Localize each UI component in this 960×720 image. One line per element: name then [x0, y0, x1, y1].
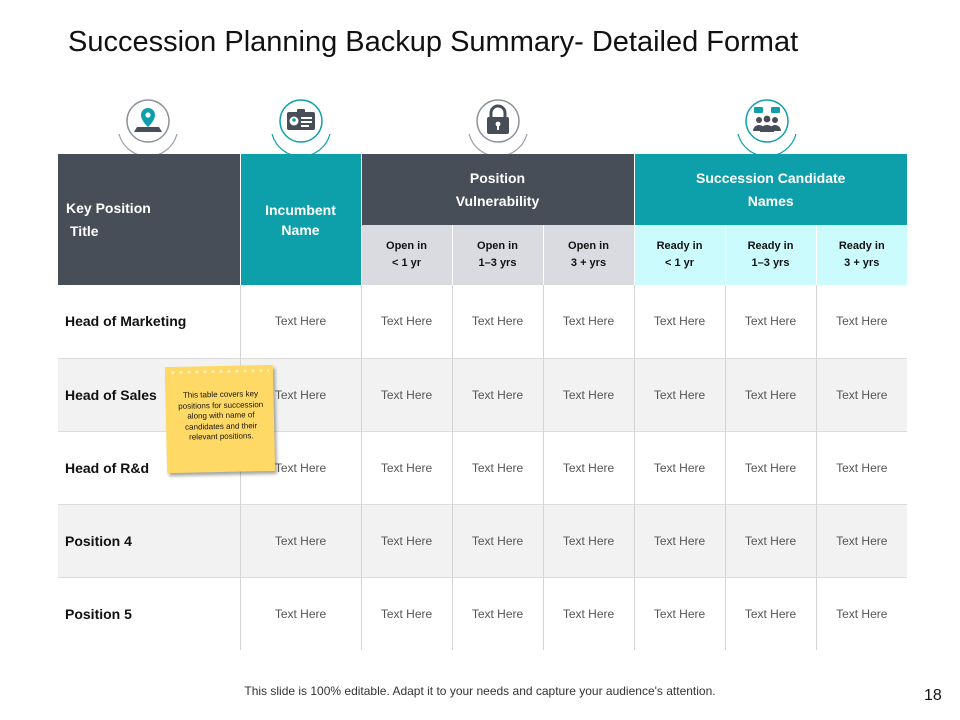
header-vulnerability-line1: Position: [469, 169, 526, 186]
table-cell: Text Here: [452, 504, 543, 577]
header-incumbent: [240, 154, 361, 285]
table-row: [58, 285, 907, 358]
header-key-position-line2: Title: [70, 222, 99, 239]
page-title: Succession Planning Backup Summary- Detailed Format: [68, 26, 799, 58]
table-cell: Text Here: [634, 577, 725, 650]
subheader-line: Open in: [477, 240, 518, 252]
header-vulnerability-line2: Vulnerability: [455, 192, 540, 209]
table-cell: Text Here: [725, 285, 816, 358]
table-cell: Text Here: [240, 285, 361, 358]
table-row: [58, 504, 907, 577]
table-cell: Text Here: [816, 504, 907, 577]
table-cell: Text Here: [543, 358, 634, 431]
header-incumbent-line2: Name: [281, 221, 320, 238]
subheader-line: Open in: [568, 240, 609, 252]
location-pin-icon: [113, 94, 183, 158]
header-candidates: [634, 154, 907, 225]
table-cell: Text Here: [816, 431, 907, 504]
table-cell: Text Here: [240, 577, 361, 650]
table-cell: Text Here: [240, 358, 361, 431]
subheader-open-1to3: [452, 225, 543, 285]
table-cell: Text Here: [543, 504, 634, 577]
table-cell: Text Here: [361, 285, 452, 358]
table-cell: Text Here: [240, 504, 361, 577]
team-chat-icon: [732, 94, 802, 158]
header-key-position: [58, 154, 240, 285]
subheader-line: < 1 yr: [391, 257, 422, 269]
table-cell: Text Here: [543, 285, 634, 358]
table-cell: Text Here: [452, 358, 543, 431]
table-cell: Text Here: [452, 431, 543, 504]
footer-text: This slide is 100% editable. Adapt it to your needs and capture your audience's attention.: [244, 684, 716, 698]
sticky-note-perforation: [169, 368, 269, 375]
header-incumbent-line1: Incumbent: [265, 201, 336, 218]
subheader-line: Ready in: [838, 240, 885, 252]
table-cell: Text Here: [361, 577, 452, 650]
table-cell: Text Here: [240, 431, 361, 504]
row-position-title: Head of Sales: [58, 358, 240, 431]
table-cell: Text Here: [543, 577, 634, 650]
table-cell: Text Here: [361, 504, 452, 577]
subheader-ready-lt1: [634, 225, 725, 285]
table-cell: Text Here: [634, 431, 725, 504]
table-cell: Text Here: [452, 285, 543, 358]
sticky-note: [165, 365, 275, 473]
row-position-title: Head of Marketing: [58, 285, 240, 358]
row-position-title: Position 5: [58, 577, 240, 650]
table-cell: Text Here: [725, 577, 816, 650]
table-cell: Text Here: [543, 431, 634, 504]
table-cell: Text Here: [816, 358, 907, 431]
table-cell: Text Here: [725, 504, 816, 577]
subheader-line: < 1 yr: [664, 257, 695, 269]
subheader-ready-1to3: [725, 225, 816, 285]
subheader-ready-3plus: [816, 225, 907, 285]
table-cell: Text Here: [634, 504, 725, 577]
subheader-line: Ready in: [656, 240, 703, 252]
table-cell: Text Here: [816, 285, 907, 358]
table-cell: Text Here: [361, 358, 452, 431]
header-candidates-line1: Succession Candidate: [696, 169, 846, 186]
subheader-line: 1–3 yrs: [478, 257, 517, 269]
subheader-line: Open in: [386, 240, 427, 252]
sticky-note-text: This table covers key positions for succession along with name of candidates and their relevant positions.: [178, 389, 264, 442]
header-candidates-line2: Names: [747, 192, 794, 209]
subheader-line: Ready in: [747, 240, 794, 252]
row-position-title: Position 4: [58, 504, 240, 577]
page-number: 18: [924, 687, 942, 704]
table-cell: Text Here: [725, 358, 816, 431]
subheader-line: 3 + yrs: [844, 257, 880, 269]
table-cell: Text Here: [725, 431, 816, 504]
table-cell: Text Here: [634, 285, 725, 358]
table-cell: Text Here: [452, 577, 543, 650]
table-cell: Text Here: [634, 358, 725, 431]
table-cell: Text Here: [361, 431, 452, 504]
row-position-title: Head of R&d: [58, 431, 240, 504]
subheader-line: 3 + yrs: [570, 257, 607, 269]
header-vulnerability: [361, 154, 634, 225]
subheader-line: 1–3 yrs: [751, 257, 790, 269]
subheader-open-lt1: [361, 225, 452, 285]
subheader-open-3plus: [543, 225, 634, 285]
table-row: [58, 577, 907, 650]
table-cell: Text Here: [816, 577, 907, 650]
header-key-position-line1: Key Position: [66, 199, 151, 216]
padlock-icon: [463, 94, 533, 158]
id-card-icon: [266, 94, 336, 158]
